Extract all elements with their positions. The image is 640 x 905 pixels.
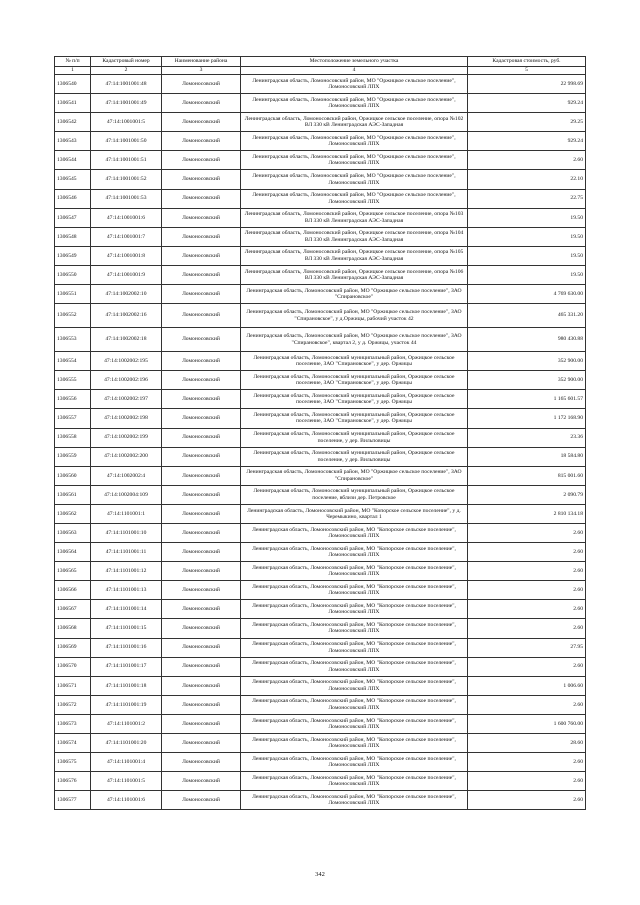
table-row xyxy=(55,132,586,151)
cadastral-value: 2.60 xyxy=(468,581,586,600)
cadastral-number: 47:14:1101001:18 xyxy=(91,676,162,695)
table-row xyxy=(55,170,586,189)
cadastral-value: 2.60 xyxy=(468,695,586,714)
district-name: Ломоносовский xyxy=(162,638,241,657)
row-index: 1306542 xyxy=(55,113,91,132)
district-name: Ломоносовский xyxy=(162,543,241,562)
cadastral-number: 47:14:1101001:19 xyxy=(91,695,162,714)
district-name: Ломоносовский xyxy=(162,695,241,714)
cadastral-number: 47:14:1101001:16 xyxy=(91,638,162,657)
cadastral-value: 22.10 xyxy=(468,170,586,189)
district-name: Ломоносовский xyxy=(162,285,241,304)
district-name: Ломоносовский xyxy=(162,466,241,485)
location: Ленинградская область, Ломоносовский район, МО "Копорское сельское поселение", у д. Черемыкино, квартал 1 xyxy=(241,504,468,523)
location: Ленинградская область, Ломоносовский муниципальный район, Оржицкое сельское поселение, ЗАО "Спирановское", у дер. Оржицы xyxy=(241,371,468,390)
cadastral-number: 47:14:1001001:49 xyxy=(91,94,162,113)
table-row xyxy=(55,504,586,523)
header-row xyxy=(55,57,586,67)
page-number: 342 xyxy=(315,871,325,878)
cadastral-number: 47:14:1101001:11 xyxy=(91,543,162,562)
cadastral-value: 2.60 xyxy=(468,562,586,581)
row-index: 1306558 xyxy=(55,428,91,447)
cadastral-number: 47:14:1101001:5 xyxy=(91,772,162,791)
cadastral-value: 19.50 xyxy=(468,227,586,246)
location: Ленинградская область, Ломоносовский муниципальный район, Оржицкое сельское поселение, ЗАО "Спирановское", у дер. Оржицы xyxy=(241,352,468,371)
table-row xyxy=(55,562,586,581)
location: Ленинградская область, Ломоносовский район, Оржицкое сельское поселение, опора №105 ВЛ 330 кВ Ленинградская АЭС-Западная xyxy=(241,246,468,265)
district-name: Ломоносовский xyxy=(162,227,241,246)
header-number-5: 5 xyxy=(468,67,586,75)
header-index: № п/п xyxy=(55,57,91,67)
district-name: Ломоносовский xyxy=(162,714,241,733)
table-row xyxy=(55,371,586,390)
district-name: Ломоносовский xyxy=(162,504,241,523)
location: Ленинградская область, Ломоносовский район, МО "Копорское сельское поселение", Ломоносовский ЛПХ xyxy=(241,753,468,772)
cadastral-number: 47:14:1002002:199 xyxy=(91,428,162,447)
row-index: 1306570 xyxy=(55,657,91,676)
row-index: 1306573 xyxy=(55,714,91,733)
table-row xyxy=(55,543,586,562)
row-index: 1306563 xyxy=(55,523,91,542)
row-index: 1306564 xyxy=(55,543,91,562)
table-row xyxy=(55,352,586,371)
cadastral-value: 352 900.00 xyxy=(468,352,586,371)
cadastral-number: 47:14:1101001:15 xyxy=(91,619,162,638)
district-name: Ломоносовский xyxy=(162,657,241,676)
table-row xyxy=(55,409,586,428)
cadastral-number: 47:14:1002002:18 xyxy=(91,328,162,352)
district-name: Ломоносовский xyxy=(162,619,241,638)
table-row xyxy=(55,753,586,772)
district-name: Ломоносовский xyxy=(162,371,241,390)
cadastral-number: 47:14:1002002:10 xyxy=(91,285,162,304)
location: Ленинградская область, Ломоносовский район, МО "Оржицкое сельское поселение", Ломоносовский ЛПХ xyxy=(241,170,468,189)
location: Ленинградская область, Ломоносовский район, МО "Копорское сельское поселение", Ломоносовский ЛПХ xyxy=(241,562,468,581)
cadastral-number: 47:14:1002002:195 xyxy=(91,352,162,371)
cadastral-number: 47:14:1101001:6 xyxy=(91,791,162,810)
district-name: Ломоносовский xyxy=(162,304,241,328)
table-row xyxy=(55,428,586,447)
cadastral-number: 47:14:1001001:7 xyxy=(91,227,162,246)
location: Ленинградская область, Ломоносовский район, МО "Копорское сельское поселение", Ломоносовский ЛПХ xyxy=(241,581,468,600)
cadastral-number: 47:14:1001001:8 xyxy=(91,246,162,265)
cadastral-value: 2.60 xyxy=(468,543,586,562)
cadastral-value: 23.36 xyxy=(468,428,586,447)
location: Ленинградская область, Ломоносовский район, МО "Копорское сельское поселение", Ломоносовский ЛПХ xyxy=(241,638,468,657)
district-name: Ломоносовский xyxy=(162,562,241,581)
cadastral-value: 2.60 xyxy=(468,523,586,542)
location: Ленинградская область, Ломоносовский район, МО "Оржицкое сельское поселение", Ломоносовский ЛПХ xyxy=(241,151,468,170)
location: Ленинградская область, Ломоносовский район, МО "Копорское сельское поселение", Ломоносовский ЛПХ xyxy=(241,791,468,810)
location: Ленинградская область, Ломоносовский район, МО "Копорское сельское поселение", Ломоносовский ЛПХ xyxy=(241,600,468,619)
header-number-2: 2 xyxy=(91,67,162,75)
table-row xyxy=(55,485,586,504)
header-number-4: 4 xyxy=(241,67,468,75)
location: Ленинградская область, Ломоносовский район, МО "Копорское сельское поселение", Ломоносовский ЛПХ xyxy=(241,695,468,714)
row-index: 1306556 xyxy=(55,390,91,409)
district-name: Ломоносовский xyxy=(162,189,241,208)
row-index: 1306540 xyxy=(55,75,91,94)
cadastral-number: 47:14:1002002:197 xyxy=(91,390,162,409)
table-row xyxy=(55,695,586,714)
district-name: Ломоносовский xyxy=(162,772,241,791)
district-name: Ломоносовский xyxy=(162,170,241,189)
cadastral-number: 47:14:1002002:4 xyxy=(91,466,162,485)
location: Ленинградская область, Ломоносовский муниципальный район, Оржицкое сельское поселение, вблизи дер. Петровское xyxy=(241,485,468,504)
row-index: 1306577 xyxy=(55,791,91,810)
location: Ленинградская область, Ломоносовский муниципальный район, Оржицкое сельское поселение, у дер. Вильповицы xyxy=(241,447,468,466)
location: Ленинградская область, Ломоносовский район, МО "Копорское сельское поселение", Ломоносовский ЛПХ xyxy=(241,734,468,753)
table-row xyxy=(55,619,586,638)
district-name: Ломоносовский xyxy=(162,328,241,352)
table-row xyxy=(55,772,586,791)
table-row xyxy=(55,208,586,227)
cadastral-value: 352 900.00 xyxy=(468,371,586,390)
location: Ленинградская область, Ломоносовский район, МО "Оржицкое сельское поселение", Ломоносовский ЛПХ xyxy=(241,189,468,208)
row-index: 1306551 xyxy=(55,285,91,304)
cadastral-value: 980 430.88 xyxy=(468,328,586,352)
table-row xyxy=(55,447,586,466)
cadastral-value: 2.60 xyxy=(468,151,586,170)
location: Ленинградская область, Ломоносовский муниципальный район, Оржицкое сельское поселение, ЗАО "Спирановское", у дер. Оржицы xyxy=(241,409,468,428)
cadastral-number: 47:14:1101001:2 xyxy=(91,714,162,733)
district-name: Ломоносовский xyxy=(162,600,241,619)
cadastral-number: 47:14:1001001:51 xyxy=(91,151,162,170)
row-index: 1306543 xyxy=(55,132,91,151)
cadastral-table xyxy=(54,56,586,810)
table-row xyxy=(55,791,586,810)
cadastral-number: 47:14:1001001:9 xyxy=(91,265,162,284)
location: Ленинградская область, Ломоносовский район, МО "Копорское сельское поселение", Ломоносовский ЛПХ xyxy=(241,523,468,542)
cadastral-value: 929.24 xyxy=(468,94,586,113)
table-row xyxy=(55,189,586,208)
row-index: 1306575 xyxy=(55,753,91,772)
row-index: 1306545 xyxy=(55,170,91,189)
row-index: 1306574 xyxy=(55,734,91,753)
cadastral-value: 465 331.20 xyxy=(468,304,586,328)
table-row xyxy=(55,390,586,409)
header-location: Местоположение земельного участка xyxy=(241,57,468,67)
row-index: 1306549 xyxy=(55,246,91,265)
row-index: 1306571 xyxy=(55,676,91,695)
table-row xyxy=(55,285,586,304)
cadastral-number: 47:14:1001001:48 xyxy=(91,75,162,94)
cadastral-number: 47:14:1001001:53 xyxy=(91,189,162,208)
table-row xyxy=(55,75,586,94)
location: Ленинградская область, Ломоносовский район, МО "Оржицкое сельское поселение", Ломоносовский ЛПХ xyxy=(241,75,468,94)
cadastral-value: 2.60 xyxy=(468,753,586,772)
location: Ленинградская область, Ломоносовский район, МО "Оржицкое сельское поселение", Ломоносовский ЛПХ xyxy=(241,94,468,113)
table-row xyxy=(55,714,586,733)
location: Ленинградская область, Ломоносовский район, МО "Оржицкое сельское поселение", Ломоносовский ЛПХ xyxy=(241,132,468,151)
table-row xyxy=(55,94,586,113)
header-number-3: 3 xyxy=(162,67,241,75)
table-row xyxy=(55,265,586,284)
table-body xyxy=(55,75,586,810)
row-index: 1306561 xyxy=(55,485,91,504)
cadastral-value: 929.24 xyxy=(468,132,586,151)
district-name: Ломоносовский xyxy=(162,753,241,772)
district-name: Ломоносовский xyxy=(162,485,241,504)
cadastral-number: 47:14:1001001:52 xyxy=(91,170,162,189)
cadastral-value: 28.60 xyxy=(468,734,586,753)
cadastral-number: 47:14:1002004:109 xyxy=(91,485,162,504)
row-index: 1306567 xyxy=(55,600,91,619)
cadastral-value: 22.75 xyxy=(468,189,586,208)
row-index: 1306541 xyxy=(55,94,91,113)
header-cadastral-value: Кадастровая стоимость, руб. xyxy=(468,57,586,67)
location: Ленинградская область, Ломоносовский район, Оржицкое сельское поселение, опора №102 ВЛ 330 кВ Ленинградская АЭС-Западная xyxy=(241,113,468,132)
location: Ленинградская область, Ломоносовский район, МО "Копорское сельское поселение", Ломоносовский ЛПХ xyxy=(241,657,468,676)
row-index: 1306562 xyxy=(55,504,91,523)
cadastral-number: 47:14:1101001:10 xyxy=(91,523,162,542)
district-name: Ломоносовский xyxy=(162,151,241,170)
row-index: 1306559 xyxy=(55,447,91,466)
table-row xyxy=(55,638,586,657)
cadastral-number: 47:14:1101001:13 xyxy=(91,581,162,600)
table-row xyxy=(55,304,586,328)
row-index: 1306555 xyxy=(55,371,91,390)
table-row xyxy=(55,676,586,695)
table-row xyxy=(55,600,586,619)
location: Ленинградская область, Ломоносовский район, МО "Копорское сельское поселение", Ломоносовский ЛПХ xyxy=(241,714,468,733)
cadastral-number: 47:14:1001001:6 xyxy=(91,208,162,227)
row-index: 1306553 xyxy=(55,328,91,352)
row-index: 1306557 xyxy=(55,409,91,428)
district-name: Ломоносовский xyxy=(162,791,241,810)
table-row xyxy=(55,523,586,542)
cadastral-value: 2.60 xyxy=(468,619,586,638)
cadastral-number: 47:14:1002002:196 xyxy=(91,371,162,390)
header-number-row xyxy=(55,67,586,75)
cadastral-value: 29.25 xyxy=(468,113,586,132)
table-row xyxy=(55,466,586,485)
cadastral-value: 27.95 xyxy=(468,638,586,657)
cadastral-value: 2.60 xyxy=(468,657,586,676)
row-index: 1306548 xyxy=(55,227,91,246)
row-index: 1306544 xyxy=(55,151,91,170)
location: Ленинградская область, Ломоносовский район, Оржицкое сельское поселение, опора №103 ВЛ 330 кВ Ленинградская АЭС-Западная xyxy=(241,208,468,227)
cadastral-number: 47:14:1101001:4 xyxy=(91,753,162,772)
district-name: Ломоносовский xyxy=(162,113,241,132)
location: Ленинградская область, Ломоносовский муниципальный район, Оржицкое сельское поселение, у дер. Вильповицы xyxy=(241,428,468,447)
row-index: 1306550 xyxy=(55,265,91,284)
location: Ленинградская область, Ломоносовский район, Оржицкое сельское поселение, опора №104 ВЛ 330 кВ Ленинградская АЭС-Западная xyxy=(241,227,468,246)
cadastral-value: 22 998.69 xyxy=(468,75,586,94)
district-name: Ломоносовский xyxy=(162,265,241,284)
cadastral-number: 47:14:1002002:200 xyxy=(91,447,162,466)
location: Ленинградская область, Ломоносовский район, МО "Копорское сельское поселение", Ломоносовский ЛПХ xyxy=(241,543,468,562)
row-index: 1306565 xyxy=(55,562,91,581)
cadastral-value: 4 769 630.00 xyxy=(468,285,586,304)
table-row xyxy=(55,151,586,170)
cadastral-number: 47:14:1101001:17 xyxy=(91,657,162,676)
cadastral-number: 47:14:1101001:12 xyxy=(91,562,162,581)
cadastral-value: 1 600 760.00 xyxy=(468,714,586,733)
location: Ленинградская область, Ломоносовский район, МО "Оржицкое сельское поселение", ЗАО "Спирановское", квартал 2, у д. Оржицы, участок 44 xyxy=(241,328,468,352)
cadastral-number: 47:14:1001001:5 xyxy=(91,113,162,132)
cadastral-number: 47:14:1002002:198 xyxy=(91,409,162,428)
row-index: 1306546 xyxy=(55,189,91,208)
row-index: 1306547 xyxy=(55,208,91,227)
row-index: 1306569 xyxy=(55,638,91,657)
cadastral-value: 19.50 xyxy=(468,246,586,265)
cadastral-value: 2 090.79 xyxy=(468,485,586,504)
cadastral-value: 1 165 601.57 xyxy=(468,390,586,409)
district-name: Ломоносовский xyxy=(162,734,241,753)
cadastral-value: 1 006.60 xyxy=(468,676,586,695)
cadastral-number: 47:14:1101001:1 xyxy=(91,504,162,523)
header-number-1: 1 xyxy=(55,67,91,75)
district-name: Ломоносовский xyxy=(162,581,241,600)
cadastral-value: 19.50 xyxy=(468,208,586,227)
cadastral-value: 2.60 xyxy=(468,791,586,810)
cadastral-number: 47:14:1001001:50 xyxy=(91,132,162,151)
header-district: Наименование района xyxy=(162,57,241,67)
cadastral-value: 2.60 xyxy=(468,600,586,619)
cadastral-value: 18 584.80 xyxy=(468,447,586,466)
cadastral-number: 47:14:1101001:14 xyxy=(91,600,162,619)
table-row xyxy=(55,227,586,246)
row-index: 1306576 xyxy=(55,772,91,791)
header-cadastral-number: Кадастровый номер xyxy=(91,57,162,67)
location: Ленинградская область, Ломоносовский район, Оржицкое сельское поселение, опора №106 ВЛ 330 кВ Ленинградская АЭС-Западная xyxy=(241,265,468,284)
row-index: 1306572 xyxy=(55,695,91,714)
row-index: 1306560 xyxy=(55,466,91,485)
row-index: 1306568 xyxy=(55,619,91,638)
location: Ленинградская область, Ломоносовский район, МО "Оржицкое сельское поселение", ЗАО "Спирановское" xyxy=(241,285,468,304)
district-name: Ломоносовский xyxy=(162,246,241,265)
cadastral-value: 2.60 xyxy=(468,772,586,791)
location: Ленинградская область, Ломоносовский район, МО "Оржицкое сельское поселение", ЗАО "Спирановское" xyxy=(241,466,468,485)
location: Ленинградская область, Ломоносовский район, МО "Оржицкое сельское поселение", ЗАО "Спирановское", у д.Оржицы, рабочий участок 42 xyxy=(241,304,468,328)
location: Ленинградская область, Ломоносовский муниципальный район, Оржицкое сельское поселение, ЗАО "Спирановское", у дер. Оржицы xyxy=(241,390,468,409)
district-name: Ломоносовский xyxy=(162,676,241,695)
cadastral-number: 47:14:1002002:16 xyxy=(91,304,162,328)
document-page xyxy=(54,56,585,810)
table-row xyxy=(55,246,586,265)
district-name: Ломоносовский xyxy=(162,94,241,113)
district-name: Ломоносовский xyxy=(162,428,241,447)
district-name: Ломоносовский xyxy=(162,132,241,151)
cadastral-value: 2 810 134.18 xyxy=(468,504,586,523)
row-index: 1306566 xyxy=(55,581,91,600)
table-row xyxy=(55,581,586,600)
row-index: 1306554 xyxy=(55,352,91,371)
district-name: Ломоносовский xyxy=(162,523,241,542)
table-row xyxy=(55,113,586,132)
district-name: Ломоносовский xyxy=(162,75,241,94)
cadastral-value: 815 001.60 xyxy=(468,466,586,485)
row-index: 1306552 xyxy=(55,304,91,328)
district-name: Ломоносовский xyxy=(162,352,241,371)
cadastral-value: 19.50 xyxy=(468,265,586,284)
location: Ленинградская область, Ломоносовский район, МО "Копорское сельское поселение", Ломоносовский ЛПХ xyxy=(241,619,468,638)
cadastral-value: 1 172 168.90 xyxy=(468,409,586,428)
location: Ленинградская область, Ломоносовский район, МО "Копорское сельское поселение", Ломоносовский ЛПХ xyxy=(241,676,468,695)
district-name: Ломоносовский xyxy=(162,447,241,466)
table-row xyxy=(55,328,586,352)
district-name: Ломоносовский xyxy=(162,409,241,428)
location: Ленинградская область, Ломоносовский район, МО "Копорское сельское поселение", Ломоносовский ЛПХ xyxy=(241,772,468,791)
cadastral-number: 47:14:1101001:20 xyxy=(91,734,162,753)
district-name: Ломоносовский xyxy=(162,208,241,227)
table-row xyxy=(55,657,586,676)
table-row xyxy=(55,734,586,753)
district-name: Ломоносовский xyxy=(162,390,241,409)
